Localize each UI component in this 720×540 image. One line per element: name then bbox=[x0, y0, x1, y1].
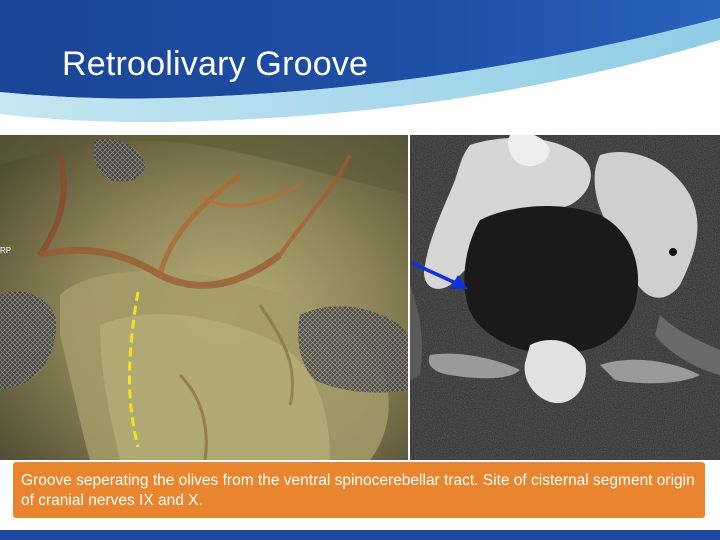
slide-title: Retroolivary Groove bbox=[62, 45, 369, 83]
caption-box bbox=[13, 462, 705, 518]
mri-axial-image bbox=[410, 135, 720, 460]
orientation-label: RP bbox=[0, 246, 12, 255]
caption-text: Groove seperating the olives from the ventral spinocerebellar tract. Site of cisternal segment origin of cranial nerves IX and X. bbox=[21, 472, 695, 509]
footer-bar bbox=[0, 524, 720, 540]
volume-render-image bbox=[0, 135, 408, 460]
